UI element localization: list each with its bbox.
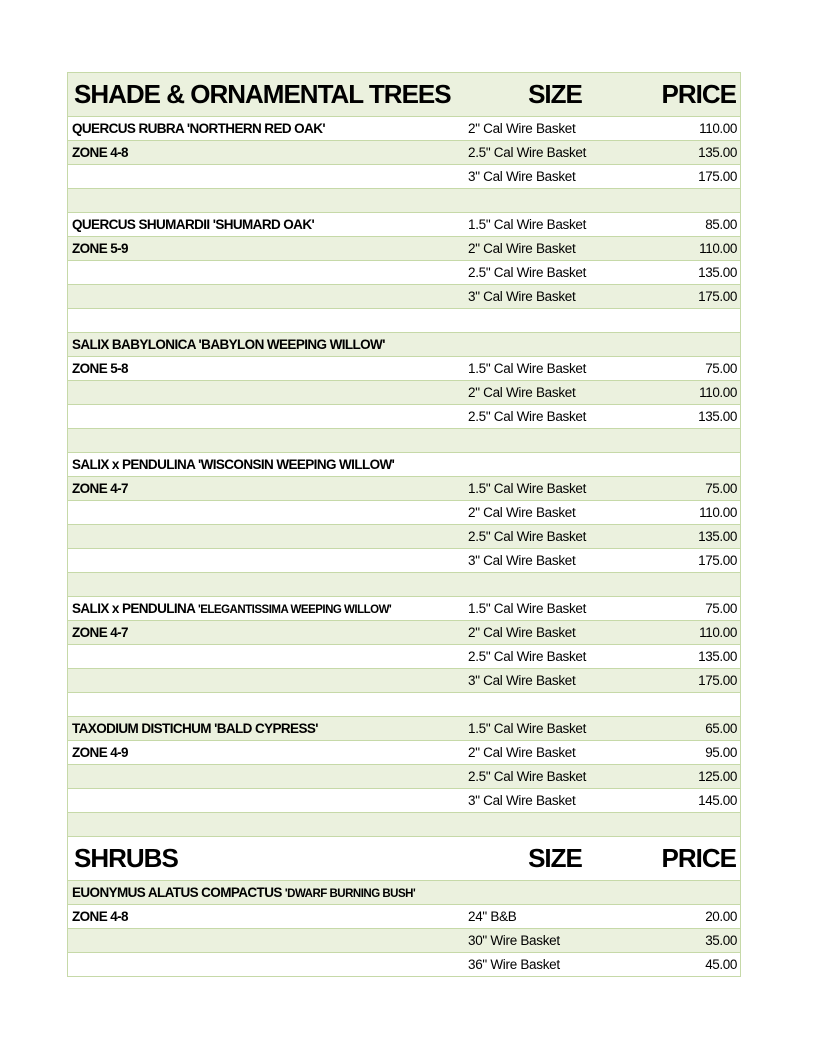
plant-name-cell	[68, 217, 465, 232]
price-cell: 85.00	[705, 217, 737, 232]
price-cell: 135.00	[698, 409, 737, 424]
price-cell: 20.00	[705, 909, 737, 924]
plant-name: ZONE 5-8	[72, 361, 128, 376]
size-cell: 2.5" Cal Wire Basket	[468, 145, 587, 160]
table-row	[68, 717, 740, 741]
price-cell: 75.00	[705, 601, 737, 616]
size-cell: 3" Cal Wire Basket	[468, 289, 576, 304]
size-cell: 2" Cal Wire Basket	[468, 505, 576, 520]
plant-name: ZONE 4-7	[72, 625, 128, 640]
table-row	[68, 453, 740, 477]
table-row	[68, 189, 740, 213]
price-cell: 135.00	[698, 265, 737, 280]
price-cell: 110.00	[699, 385, 737, 400]
table-row	[68, 813, 740, 837]
size-cell: 3" Cal Wire Basket	[468, 793, 576, 808]
plant-name-cell	[68, 721, 465, 736]
price-cell: 110.00	[699, 625, 737, 640]
table-row	[68, 645, 740, 669]
table-row	[68, 357, 740, 381]
table-row	[68, 621, 740, 645]
table-row	[68, 285, 740, 309]
size-cell: 2.5" Cal Wire Basket	[468, 529, 587, 544]
table-row	[68, 261, 740, 285]
table-row	[68, 381, 740, 405]
price-cell: 110.00	[699, 241, 737, 256]
plant-name: SALIX x PENDULINA 'WISCONSIN WEEPING WILLOW'	[72, 457, 395, 472]
price-list-table	[67, 72, 741, 977]
plant-name-cell	[68, 625, 465, 640]
price-cell: 175.00	[698, 553, 737, 568]
table-row	[68, 597, 740, 621]
plant-name-cell	[68, 601, 465, 616]
table-row	[68, 165, 740, 189]
table-row	[68, 117, 740, 141]
price-cell: 175.00	[698, 169, 737, 184]
size-column-header: SIZE	[528, 843, 582, 873]
table-row	[68, 213, 740, 237]
price-cell: 45.00	[705, 957, 737, 972]
size-cell: 3" Cal Wire Basket	[468, 169, 576, 184]
plant-name: EUONYMUS ALATUS COMPACTUS	[72, 885, 282, 900]
table-row	[68, 765, 740, 789]
size-cell: 3" Cal Wire Basket	[468, 553, 576, 568]
plant-name-cell	[68, 745, 465, 760]
size-column-header: SIZE	[528, 79, 582, 109]
table-row	[68, 573, 740, 597]
table-row	[68, 429, 740, 453]
plant-name: ZONE 5-9	[72, 241, 128, 256]
price-cell: 35.00	[705, 933, 737, 948]
plant-name-cell	[68, 337, 465, 352]
price-cell: 135.00	[698, 649, 737, 664]
size-cell: 2" Cal Wire Basket	[468, 625, 576, 640]
table-row	[68, 525, 740, 549]
table-row	[68, 905, 740, 929]
table-row	[68, 141, 740, 165]
size-cell: 2" Cal Wire Basket	[468, 745, 576, 760]
plant-name-cell	[68, 361, 465, 376]
size-cell: 3" Cal Wire Basket	[468, 673, 576, 688]
price-cell: 110.00	[699, 505, 737, 520]
size-cell: 1.5" Cal Wire Basket	[468, 601, 587, 616]
section-title: SHRUBS	[74, 843, 178, 873]
size-cell: 30" Wire Basket	[468, 933, 560, 948]
table-row	[68, 953, 740, 977]
price-cell: 145.00	[698, 793, 737, 808]
price-cell: 65.00	[705, 721, 737, 736]
plant-common-name: 'DWARF BURNING BUSH'	[284, 888, 416, 900]
table-row	[68, 789, 740, 813]
plant-name-cell	[68, 457, 465, 472]
table-row	[68, 477, 740, 501]
price-cell: 110.00	[699, 121, 737, 136]
plant-name: ZONE 4-8	[72, 909, 128, 924]
size-cell: 1.5" Cal Wire Basket	[468, 481, 587, 496]
plant-name: QUERCUS SHUMARDII 'SHUMARD OAK'	[72, 217, 315, 232]
price-cell: 135.00	[698, 529, 737, 544]
price-cell: 75.00	[705, 481, 737, 496]
table-row	[68, 405, 740, 429]
table-row	[68, 881, 740, 905]
size-cell: 24" B&B	[468, 909, 517, 924]
size-cell: 1.5" Cal Wire Basket	[468, 217, 587, 232]
section-header	[68, 72, 740, 117]
plant-name-cell	[68, 481, 465, 496]
table-row	[68, 669, 740, 693]
plant-name-cell	[68, 145, 465, 160]
table-row	[68, 693, 740, 717]
plant-name-cell	[68, 885, 465, 900]
plant-name: SALIX x PENDULINA	[72, 601, 195, 616]
size-cell: 2.5" Cal Wire Basket	[468, 649, 587, 664]
table-row	[68, 309, 740, 333]
plant-name-cell	[68, 121, 465, 136]
section-header	[68, 837, 740, 881]
price-cell: 95.00	[705, 745, 737, 760]
table-row	[68, 333, 740, 357]
size-cell: 1.5" Cal Wire Basket	[468, 721, 587, 736]
size-cell: 36" Wire Basket	[468, 957, 560, 972]
price-column-header: PRICE	[661, 843, 736, 873]
price-cell: 175.00	[698, 289, 737, 304]
size-cell: 2" Cal Wire Basket	[468, 241, 576, 256]
table-row	[68, 237, 740, 261]
size-cell: 2" Cal Wire Basket	[468, 121, 576, 136]
size-cell: 2.5" Cal Wire Basket	[468, 409, 587, 424]
plant-name: TAXODIUM DISTICHUM 'BALD CYPRESS'	[72, 721, 318, 736]
price-column-header: PRICE	[661, 79, 736, 109]
plant-name: QUERCUS RUBRA 'NORTHERN RED OAK'	[72, 121, 325, 136]
size-cell: 1.5" Cal Wire Basket	[468, 361, 587, 376]
size-cell: 2.5" Cal Wire Basket	[468, 769, 587, 784]
table-row	[68, 929, 740, 953]
plant-common-name: 'ELEGANTISSIMA WEEPING WILLOW'	[197, 604, 392, 616]
table-row	[68, 501, 740, 525]
plant-name: ZONE 4-7	[72, 481, 128, 496]
plant-name-cell	[68, 241, 465, 256]
section-title: SHADE & ORNAMENTAL TREES	[74, 79, 451, 109]
plant-name-cell	[68, 909, 465, 924]
price-cell: 135.00	[698, 145, 737, 160]
price-cell: 125.00	[698, 769, 737, 784]
size-cell: 2" Cal Wire Basket	[468, 385, 576, 400]
plant-name: ZONE 4-9	[72, 745, 128, 760]
plant-name: ZONE 4-8	[72, 145, 128, 160]
table-row	[68, 741, 740, 765]
price-cell: 75.00	[705, 361, 737, 376]
size-cell: 2.5" Cal Wire Basket	[468, 265, 587, 280]
price-cell: 175.00	[698, 673, 737, 688]
table-row	[68, 549, 740, 573]
plant-name: SALIX BABYLONICA 'BABYLON WEEPING WILLOW'	[72, 337, 385, 352]
